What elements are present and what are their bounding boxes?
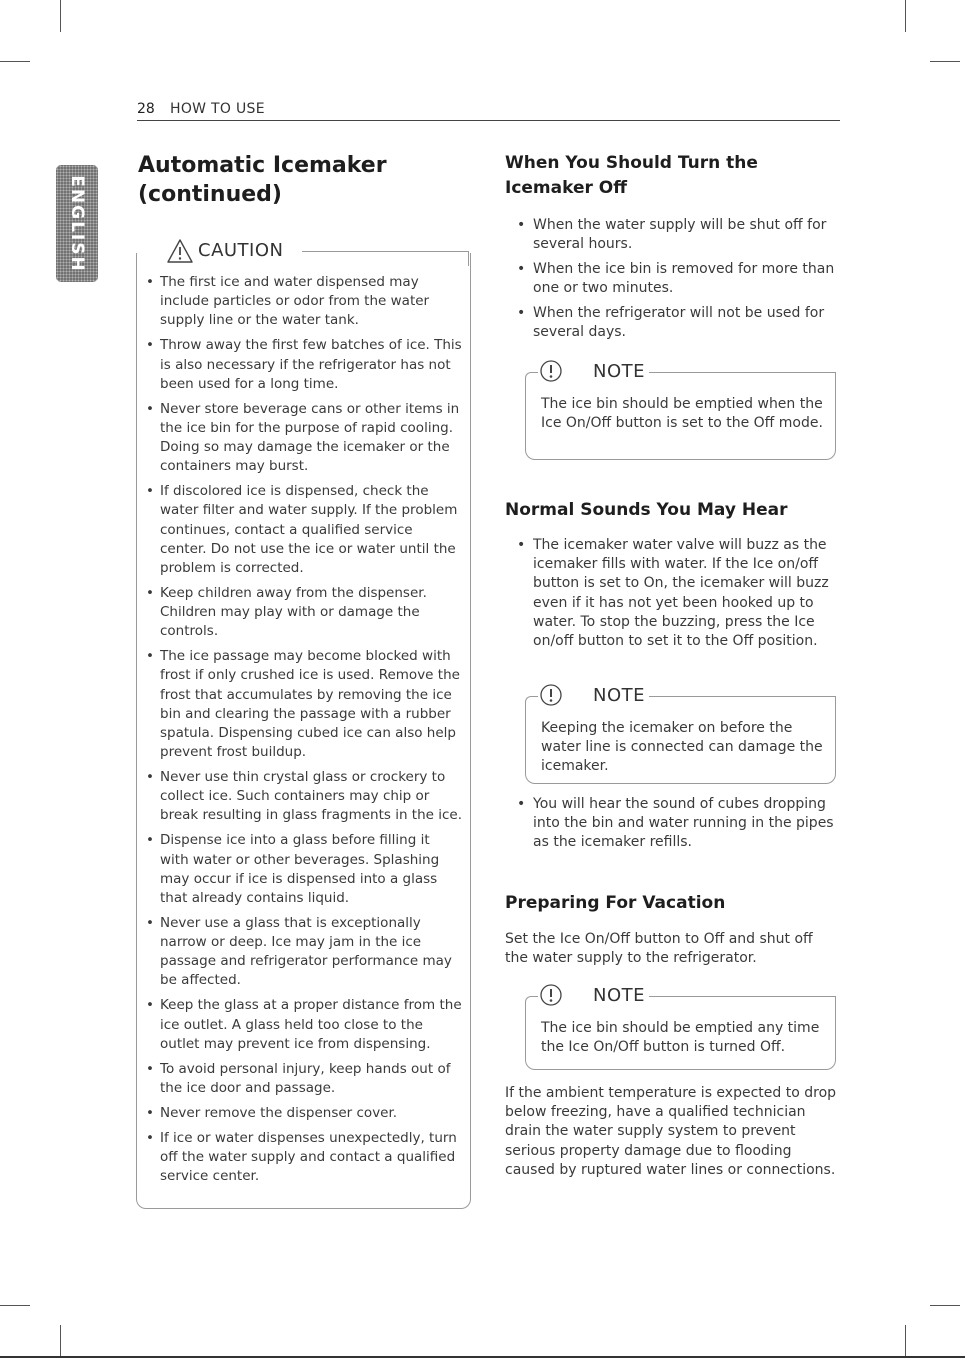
page-number: 28	[137, 101, 155, 117]
list-item: • Keep children away from the dispenser. Children may play with or damage the controls.	[144, 584, 462, 642]
divider	[649, 372, 836, 373]
sounds-list	[505, 536, 840, 657]
vacation-warning-paragraph: If the ambient temperature is expected to drop below freezing, have a qualified technician drain the water supply system to prevent serious property damage due to flooding caused by ruptured water lines or connections.	[505, 1085, 837, 1178]
crop-mark	[60, 1325, 61, 1357]
divider	[835, 996, 836, 1012]
crop-mark	[0, 1305, 30, 1306]
list-item: • When the refrigerator will not be used for several days.	[505, 304, 840, 342]
crop-mark	[60, 0, 61, 32]
divider	[525, 372, 538, 389]
list-item: • You will hear the sound of cubes dropping into the bin and water running in the pipes as the icemaker refills.	[505, 795, 840, 853]
divider	[302, 251, 468, 252]
list-item: • If ice or water dispenses unexpectedly, turn off the water supply and contact a qualified service center.	[144, 1129, 462, 1187]
info-exclamation-icon	[539, 359, 563, 383]
list-item: • The ice passage may become blocked with frost if only crushed ice is used. Remove the frost that accumulates by removing the ice bin and clearing the passage with a rubber spatula. Dispensing cubed ice can also help prevent frost buildup.	[144, 647, 462, 762]
caution-header	[138, 238, 470, 266]
sounds-list-continued	[505, 795, 840, 858]
section-heading-vacation: Preparing For Vacation	[505, 893, 726, 913]
divider	[649, 696, 836, 697]
note-box	[525, 682, 836, 784]
list-item: • Never use thin crystal glass or crockery to collect ice. Such containers may chip or break resulting in glass fragments in the ice.	[144, 768, 462, 826]
section-heading-turn-off: When You Should Turn the Icemaker Off	[505, 153, 758, 198]
note-label: NOTE	[593, 685, 646, 706]
note-header	[525, 682, 836, 710]
note-text: Keeping the icemaker on before the water line is connected can damage the icemaker.	[541, 720, 823, 775]
section-heading-sounds: Normal Sounds You May Hear	[505, 500, 788, 520]
info-exclamation-icon	[539, 683, 563, 707]
crop-mark	[905, 0, 906, 32]
list-item: • When the water supply will be shut off for several hours.	[505, 216, 840, 254]
note-text: The ice bin should be emptied any time the Ice On/Off button is turned Off.	[541, 1020, 820, 1056]
list-item: • Dispense ice into a glass before filling it with water or other beverages. Splashing may occur if ice is dispensed into a glass that already contains liquid.	[144, 831, 462, 908]
note-label: NOTE	[593, 985, 646, 1006]
crop-mark	[930, 1305, 960, 1306]
section-title: HOW TO USE	[170, 101, 265, 117]
crop-mark	[0, 61, 30, 62]
divider	[835, 696, 836, 712]
crop-mark	[930, 61, 960, 62]
page-title: Automatic Icemaker (continued)	[138, 153, 387, 207]
note-label: NOTE	[593, 361, 646, 382]
list-item: • Never remove the dispenser cover.	[144, 1104, 462, 1123]
note-header	[525, 982, 836, 1010]
list-item: • If discolored ice is dispensed, check the water filter and water supply. If the problem continues, contact a qualified service center. Do not use the ice or water until the problem is corrected.	[144, 482, 462, 578]
divider	[835, 372, 836, 388]
list-item: • Never use a glass that is exceptionally narrow or deep. Ice may jam in the ice passage and refrigerator performance may be affected.	[144, 914, 462, 991]
list-item: • Keep the glass at a proper distance from the ice outlet. A glass held too close to the outlet may prevent ice from dispensing.	[144, 996, 462, 1054]
language-tab	[56, 165, 98, 282]
caution-list	[144, 273, 462, 1192]
list-item: • The icemaker water valve will buzz as the icemaker fills with water. If the Ice on/off button is set to On, the icemaker will buzz even if it has not yet been hooked up to water. To stop the buzzing, press the Ice on/off button to set it to the Off position.	[505, 536, 840, 651]
vacation-paragraph: Set the Ice On/Off button to Off and shut off the water supply to the refrigerator.	[505, 931, 813, 967]
list-item: • The first ice and water dispensed may include particles or odor from the water supply line or the water tank.	[144, 273, 462, 331]
divider	[468, 251, 469, 266]
list-item: • Never store beverage cans or other items in the ice bin for the purpose of rapid cooling. Doing so may damage the icemaker or the containers may burst.	[144, 400, 462, 477]
divider	[525, 996, 538, 1013]
page-header	[137, 100, 840, 121]
caution-label: CAUTION	[198, 240, 284, 261]
list-item: • Throw away the first few batches of ice. This is also necessary if the refrigerator has not been used for a long time.	[144, 336, 462, 394]
bottom-rule	[0, 1356, 965, 1358]
note-header	[525, 358, 836, 386]
warning-triangle-icon	[166, 238, 194, 264]
divider	[525, 696, 538, 713]
turn-off-list	[505, 216, 840, 348]
crop-mark	[905, 1325, 906, 1357]
note-box	[525, 982, 836, 1070]
list-item: • When the ice bin is removed for more than one or two minutes.	[505, 260, 840, 298]
note-text: The ice bin should be emptied when the Ice On/Off button is set to the Off mode.	[541, 396, 823, 432]
list-item: • To avoid personal injury, keep hands out of the ice door and passage.	[144, 1060, 462, 1098]
note-box	[525, 358, 836, 460]
language-label: ENGLISH	[67, 174, 87, 273]
info-exclamation-icon	[539, 983, 563, 1007]
divider	[649, 996, 836, 997]
